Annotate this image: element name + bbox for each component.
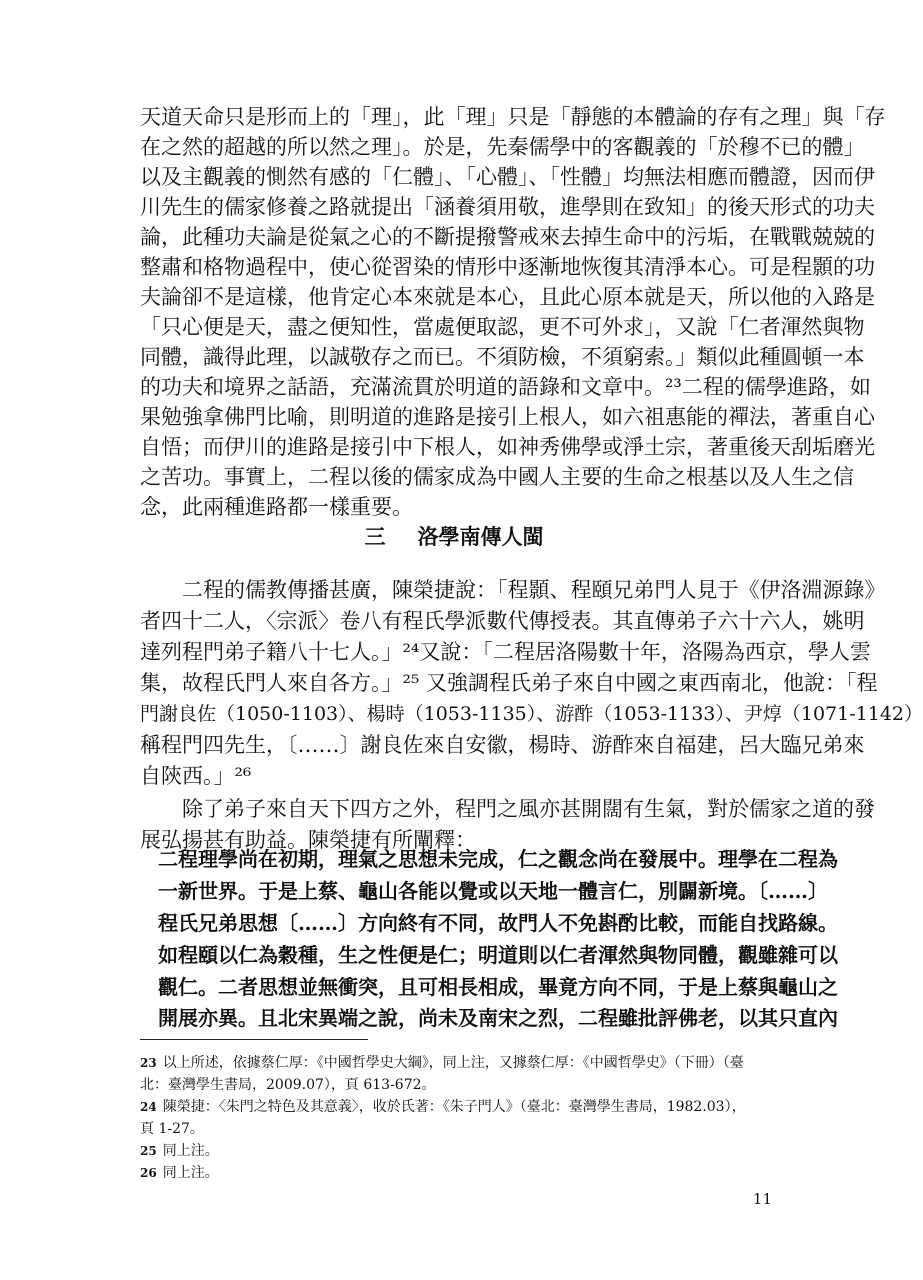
quote-line: 觀仁。二者思想並無衝突，且可相長相成，畢竟方向不同，于是上蔡與龜山之 [158,975,838,999]
body-line: 展弘揚甚有助益。陳榮捷有所闡釋： [140,828,476,852]
body-line: 自陝西。」²⁶ [140,764,252,788]
body-line: 自悟；而伊川的進路是接引中下根人，如神秀佛學或淨土宗，著重後天刮垢磨光 [140,435,875,459]
body-line: 門謝良佐（1050-1103）、楊時（1053-1135）、游酢（1053-1133）、尹焞（1071-1142） [140,703,923,725]
footnote-text: 以上所述，依據蔡仁厚：《中國哲學史大綱》，同上注，又據蔡仁厚：《中國哲學史》（下冊）（臺 [162,1055,744,1071]
footnote-text: 同上注。 [162,1143,219,1159]
body-line: 整肅和格物過程中，使心從習染的情形中逐漸地恢復其清淨本心。可是程顥的功 [140,255,875,279]
body-line: 論，此種功夫論是從氣之心的不斷提撥警戒來去掉生命中的污垢，在戰戰兢兢的 [140,225,875,249]
quote-line: 開展亦異。且北宋異端之說，尚未及南宋之烈，二程雖批評佛老，以其只直內 [158,1006,838,1030]
section-title: 洛學南傳人閩 [417,524,544,549]
body-line: 同體，識得此理，以誠敬存之而已。不須防檢，不須窮索。」類似此種圓頓一本 [140,345,865,369]
footnote-number: 25 [140,1144,157,1158]
footnote [140,1052,768,1074]
footnote-number: 24 [140,1100,157,1114]
footnote-text: 陳榮捷：〈朱門之特色及其意義〉，收於氏著：《朱子門人》（臺北：臺灣學生書局，1982.03）， [162,1099,746,1115]
footnote-number: 26 [140,1166,157,1180]
body-line: 集，故程氏門人來自各方。」²⁵ 又強調程氏弟子來自中國之東西南北，他說：「程 [140,671,878,695]
section-heading [140,520,768,554]
body-line: 達列程門弟子籍八十七人。」²⁴又說：「二程居洛陽數十年，洛陽為西京，學人雲 [140,640,871,664]
body-line: 在之然的超越的所以然之理」。於是，先秦儒學中的客觀義的「於穆不已的體」 [140,135,865,159]
footnote-text: 同上注。 [162,1165,219,1181]
quote-line: 如程頤以仁為穀種，生之性便是仁；明道則以仁者渾然與物同體，觀雖雜可以 [158,943,838,967]
quote-line: 一新世界。于是上蔡、龜山各能以覺或以天地一體言仁，別闢新境。〔……〕 [158,879,828,903]
body-line: 除了弟子來自天下四方之外，程門之風亦甚開闊有生氣，對於儒家之道的發 [140,797,875,821]
body-line: 果勉強拿佛門比喻，則明道的進路是接引上根人，如六祖惠能的禪法，著重自心 [140,405,875,429]
footnote [140,1118,768,1140]
body-line: 以及主觀義的惻然有感的「仁體」、「心體」、「性體」均無法相應而體證，因而伊 [140,165,875,189]
body-line: 者四十二人，〈宗派〉卷八有程氏學派數代傳授表。其直傳弟子六十六人，姚明 [140,609,865,633]
body-line: 念，此兩種進路都一樣重要。 [140,495,413,519]
body-line: 「只心便是天，盡之便知性，當處便取認，更不可外求」，又說「仁者渾然與物 [140,315,865,339]
footnote [140,1074,768,1096]
quote-line: 程氏兄弟思想〔……〕方向終有不同，故門人不免斟酌比較，而能自找路線。 [158,911,838,935]
body-line: 之苦功。事實上，二程以後的儒家成為中國人主要的生命之根基以及人生之信 [140,465,854,489]
body-line: 二程的儒教傳播甚廣，陳榮捷說：「程顥、程頤兄弟門人見于《伊洛淵源錄》 [140,578,886,602]
body-line: 川先生的儒家修養之路就提出「涵養須用敬，進學則在致知」的後天形式的功夫 [140,195,875,219]
footnote-number: 23 [140,1056,157,1070]
section-number: 三 [364,524,386,549]
footnote [140,1096,768,1118]
page-number: 11 [752,1190,772,1208]
body-line: 稱程門四先生，〔……〕謝良佐來自安徽，楊時、游酢來自福建，呂大臨兄弟來 [140,733,865,757]
footnote-text: 頁 1-27。 [140,1121,204,1137]
footnote [140,1162,768,1184]
body-line: 夫論卻不是這樣，他肯定心本來就是本心，且此心原本就是天，所以他的入路是 [140,285,875,309]
quote-line: 二程理學尚在初期，理氣之思想未完成，仁之觀念尚在發展中。理學在二程為 [158,847,838,871]
footnote-rule [140,1039,368,1040]
footnote [140,1140,768,1162]
footnote-text: 北：臺灣學生書局，2009.07），頁 613-672。 [140,1077,436,1093]
body-line: 的功夫和境界之話語，充滿流貫於明道的語錄和文章中。²³二程的儒學進路，如 [140,375,871,399]
body-line: 天道天命只是形而上的「理」，此「理」只是「靜態的本體論的存有之理」與「存 [140,105,886,129]
